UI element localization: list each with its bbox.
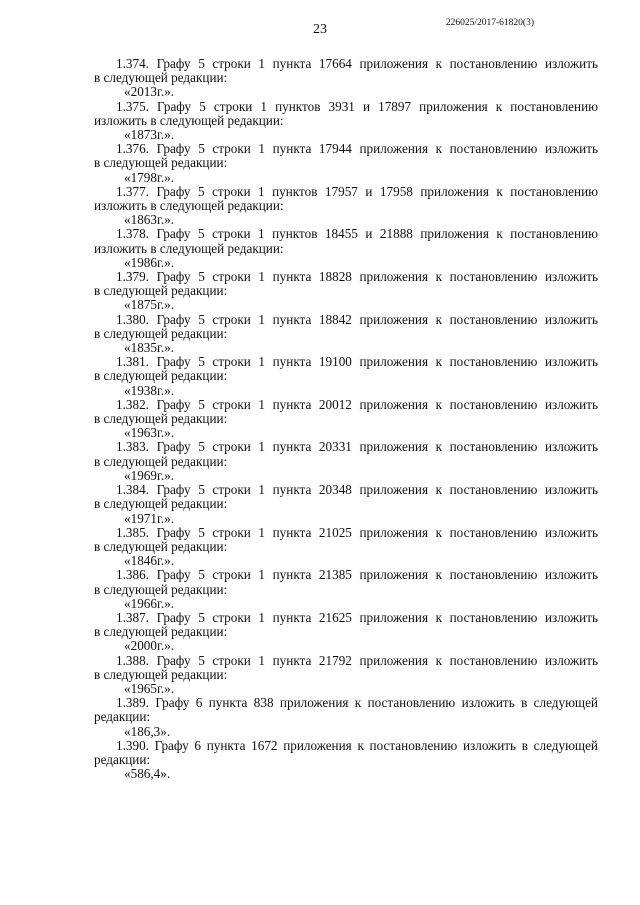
amendment-value: «2013г.». — [124, 84, 175, 100]
amendment-text — [94, 355, 598, 383]
amendment-text — [94, 142, 598, 170]
amendment-item — [94, 57, 598, 100]
amendment-lead-line: 1.375. Графу 5 строки 1 пунктов 3931 и 17897 приложения к постановлению — [116, 98, 598, 114]
amendment-item — [94, 526, 598, 569]
document-code: 226025/2017-61820(3) — [445, 18, 534, 28]
amendment-text — [94, 270, 598, 298]
amendment-value: «1835г.». — [124, 340, 175, 356]
amendment-item — [94, 142, 598, 185]
amendment-item — [94, 270, 598, 313]
amendment-continuation: изложить в следующей редакции: — [94, 240, 284, 256]
document-body — [94, 57, 598, 781]
amendment-value: «1971г.». — [124, 510, 175, 526]
amendment-value: «1846г.». — [124, 553, 175, 569]
amendment-value: «1873г.». — [124, 127, 175, 143]
amendment-continuation: в следующей редакции: — [94, 453, 228, 469]
amendment-text — [94, 483, 598, 511]
amendment-continuation: в следующей редакции: — [94, 411, 228, 427]
amendment-continuation: в следующей редакции: — [94, 155, 228, 171]
amendment-text — [94, 398, 598, 426]
amendment-text — [94, 739, 598, 767]
amendment-lead-line: 1.384. Графу 5 строки 1 пункта 20348 приложения к постановлению изложить — [116, 482, 598, 498]
amendment-value: «1969г.». — [124, 467, 175, 483]
amendment-text — [94, 568, 598, 596]
amendment-text — [94, 696, 598, 724]
amendment-item — [94, 483, 598, 526]
amendment-item — [94, 739, 598, 782]
amendment-item — [94, 313, 598, 356]
amendment-item — [94, 611, 598, 654]
amendment-lead-line: 1.387. Графу 5 строки 1 пункта 21625 приложения к постановлению изложить — [116, 609, 598, 625]
amendment-item — [94, 185, 598, 228]
amendment-continuation: в следующей редакции: — [94, 70, 228, 86]
amendment-continuation: изложить в следующей редакции: — [94, 112, 284, 128]
amendment-text — [94, 313, 598, 341]
amendment-value: «2000г.». — [124, 638, 175, 654]
amendment-value: «586,4». — [124, 766, 171, 782]
amendment-continuation: в следующей редакции: — [94, 496, 228, 512]
amendment-continuation: в следующей редакции: — [94, 624, 228, 640]
amendment-item — [94, 568, 598, 611]
amendment-value: «1863г.». — [124, 212, 175, 228]
amendment-lead-line: 1.377. Графу 5 строки 1 пунктов 17957 и 17958 приложения к постановлению — [116, 183, 598, 199]
amendment-value: «1963г.». — [124, 425, 175, 441]
amendment-lead-line: 1.380. Графу 5 строки 1 пункта 18842 приложения к постановлению изложить — [116, 311, 598, 327]
amendment-text — [94, 185, 598, 213]
amendment-item — [94, 355, 598, 398]
amendment-lead-line: 1.385. Графу 5 строки 1 пункта 21025 приложения к постановлению изложить — [116, 524, 598, 540]
amendment-lead-line: 1.389. Графу 6 пункта 838 приложения к постановлению изложить в следующей — [116, 695, 598, 711]
amendment-text — [94, 57, 598, 85]
amendment-text — [94, 526, 598, 554]
amendment-lead-line: 1.383. Графу 5 строки 1 пункта 20331 приложения к постановлению изложить — [116, 439, 598, 455]
amendment-continuation: в следующей редакции: — [94, 283, 228, 299]
amendment-value: «1986г.». — [124, 254, 175, 270]
amendment-continuation: в следующей редакции: — [94, 368, 228, 384]
amendment-text — [94, 227, 598, 255]
amendment-lead-line: 1.378. Графу 5 строки 1 пунктов 18455 и 21888 приложения к постановлению — [116, 226, 598, 242]
amendment-continuation: редакции: — [94, 709, 151, 725]
amendment-continuation: изложить в следующей редакции: — [94, 198, 284, 214]
amendment-item — [94, 654, 598, 697]
amendment-lead-line: 1.390. Графу 6 пункта 1672 приложения к постановлению изложить в следующей — [116, 737, 598, 753]
amendment-lead-line: 1.382. Графу 5 строки 1 пункта 20012 приложения к постановлению изложить — [116, 396, 598, 412]
amendment-text — [94, 100, 598, 128]
amendment-value: «1798г.». — [124, 169, 175, 185]
amendment-value: «1938г.». — [124, 382, 175, 398]
amendment-lead-line: 1.388. Графу 5 строки 1 пункта 21792 приложения к постановлению изложить — [116, 652, 598, 668]
amendment-lead-line: 1.386. Графу 5 строки 1 пункта 21385 приложения к постановлению изложить — [116, 567, 598, 583]
amendment-lead-line: 1.374. Графу 5 строки 1 пункта 17664 приложения к постановлению изложить — [116, 56, 598, 71]
amendment-lead-line: 1.379. Графу 5 строки 1 пункта 18828 приложения к постановлению изложить — [116, 269, 598, 285]
amendment-item — [94, 227, 598, 270]
amendment-item — [94, 100, 598, 143]
amendment-value: «1966г.». — [124, 595, 175, 611]
amendment-continuation: в следующей редакции: — [94, 325, 228, 341]
amendment-item — [94, 696, 598, 739]
amendment-item — [94, 440, 598, 483]
amendment-value: «1875г.». — [124, 297, 175, 313]
amendment-text — [94, 440, 598, 468]
amendment-lead-line: 1.376. Графу 5 строки 1 пункта 17944 приложения к постановлению изложить — [116, 141, 598, 157]
amendment-text — [94, 611, 598, 639]
amendment-lead-line: 1.381. Графу 5 строки 1 пункта 19100 приложения к постановлению изложить — [116, 354, 598, 370]
amendment-continuation: в следующей редакции: — [94, 581, 228, 597]
amendment-value: «1965г.». — [124, 680, 175, 696]
amendment-continuation: редакции: — [94, 751, 151, 767]
amendment-text — [94, 654, 598, 682]
amendment-continuation: в следующей редакции: — [94, 538, 228, 554]
page-number: 23 — [313, 22, 327, 37]
amendment-value: «186,3». — [124, 723, 171, 739]
amendment-continuation: в следующей редакции: — [94, 666, 228, 682]
amendment-item — [94, 398, 598, 441]
